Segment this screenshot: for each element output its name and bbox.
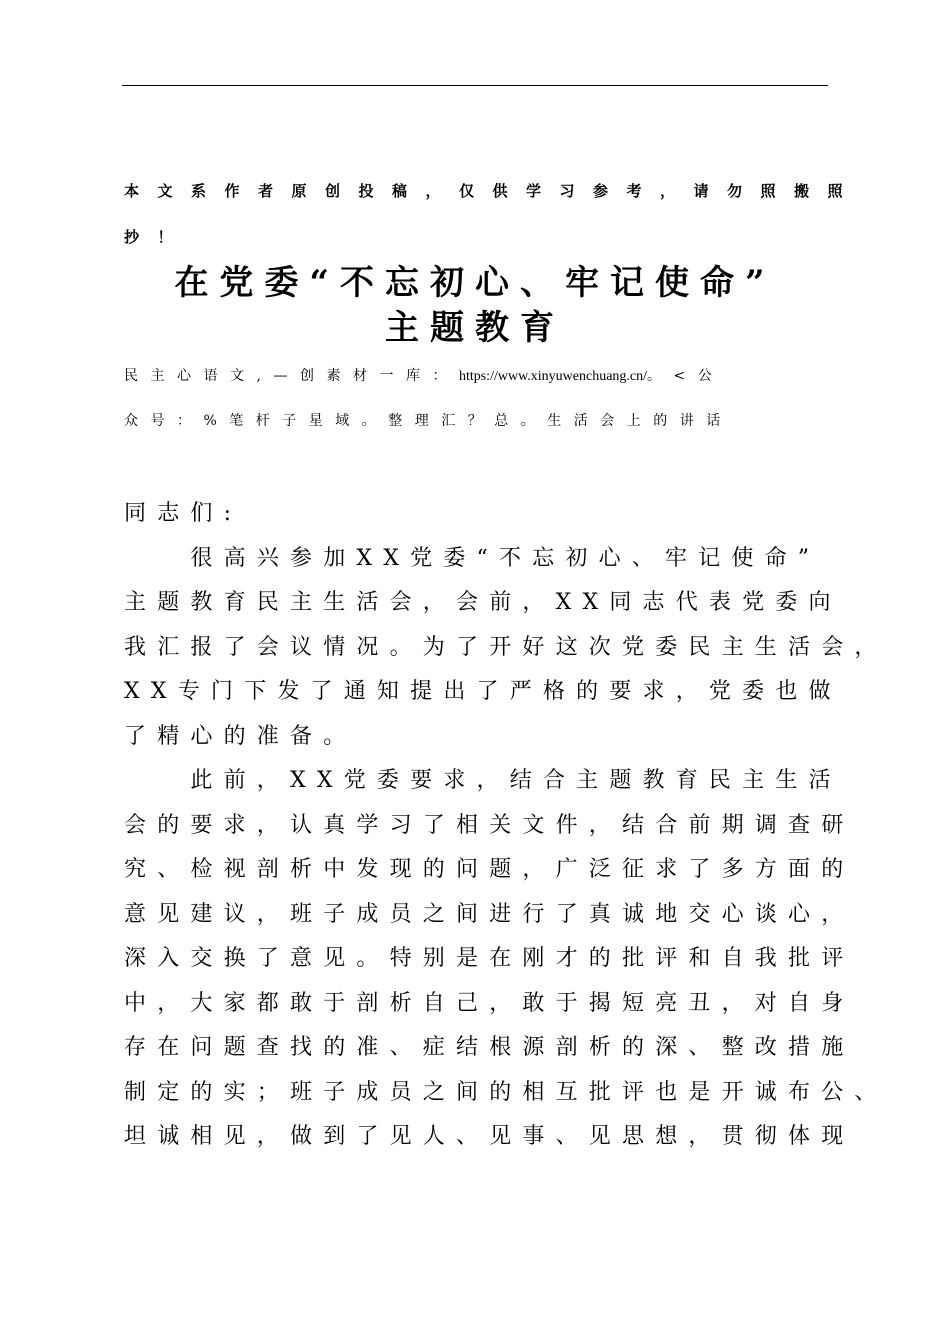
body-line: 存在问题查找的准、症结根源剖析的深、整改措施 xyxy=(124,1035,855,1060)
body-line: 我汇报了会议情况。为了开好这次党委民主生活会， xyxy=(124,634,888,660)
source-suffix: 。<公 xyxy=(647,368,725,384)
body-line: 主题教育民主生活会，会前，XX同志代表党委向 xyxy=(124,590,842,615)
source-url: https://www.xinyuwenchuang.cn/ xyxy=(458,369,648,384)
document-title-line-2: 主题教育 xyxy=(385,308,565,348)
body-line: 了精心的准备。 xyxy=(124,723,357,749)
body-line: 制定的实；班子成员之间的相互批评也是开诚布公、 xyxy=(124,1079,888,1105)
body-line: 究、检视剖析中发现的问题，广泛征求了多方面的 xyxy=(124,857,855,882)
copyright-notice-line-1: 本文系作者原创投稿，仅供学习参考，请勿照搬照 xyxy=(124,182,862,200)
header-rule xyxy=(122,85,828,86)
body-line: 很高兴参加XX党委“不忘初心、牢记使命” xyxy=(124,545,821,571)
body-line: 坦诚相见，做到了见人、见事、见思想，贯彻体现 xyxy=(124,1124,855,1149)
source-line-1 xyxy=(124,366,824,387)
body-line: 会的要求，认真学习了相关文件，结合前期调查研 xyxy=(124,812,855,838)
salutation: 同志们: xyxy=(124,501,243,526)
document-title-line-1: 在党委“不忘初心、牢记使命” xyxy=(174,263,776,303)
body-line: 深入交换了意见。特别是在刚才的批评和自我批评 xyxy=(124,946,855,971)
body-line: XX专门下发了通知提出了严格的要求，党委也做 xyxy=(124,679,842,704)
body-line: 此前，XX党委要求，结合主题教育民主生活 xyxy=(124,768,842,793)
body-line: 中，大家都敢于剖析自己，敢于揭短亮丑，对自身 xyxy=(124,990,855,1016)
source-line-2: 众号：%笔杆子星域。整理汇？总。生活会上的讲话 xyxy=(124,413,733,429)
body-line: 意见建议，班子成员之间进行了真诚地交心谈心， xyxy=(124,901,855,927)
copyright-notice-line-2: 抄！ xyxy=(124,228,192,246)
source-prefix: 民主心语文,—创素材一库： xyxy=(124,368,459,384)
